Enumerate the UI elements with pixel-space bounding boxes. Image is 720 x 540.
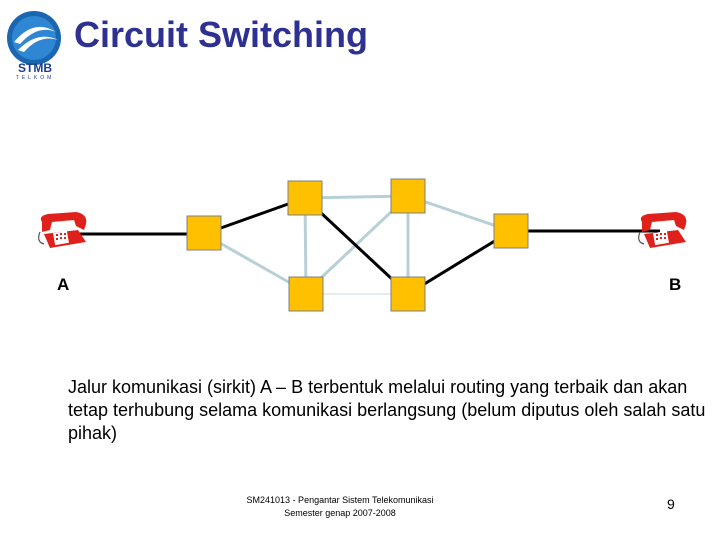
footer [220,494,460,520]
footer-semester: Semester genap 2007-2008 [284,508,396,518]
active-circuit-path [68,198,660,294]
switch-node-1 [187,216,221,250]
logo-subtext: TELKOM [15,75,55,80]
footer-course: SM241013 - Pengantar Sistem Telekomunikasi [246,495,434,505]
telephone-icon [639,212,687,248]
switch-node-6 [494,214,528,248]
switch-node-4 [289,277,323,311]
telephone-icon [39,212,87,248]
endpoint-b-label: B [669,275,682,294]
description-text: Jalur komunikasi (sirkit) A – B terbentuk melalui routing yang terbaik dan akan tetap terhubung selama komunikasi berlangsung (belum diputus oleh salah satu pihak) [68,377,706,443]
page-number: 9 [667,496,675,512]
switch-node-3 [391,179,425,213]
logo-text: STMB [18,61,52,75]
endpoint-a-label: A [57,275,70,294]
switch-node-2 [288,181,322,215]
switch-node-5 [391,277,425,311]
slide-title: Circuit Switching [74,14,369,55]
